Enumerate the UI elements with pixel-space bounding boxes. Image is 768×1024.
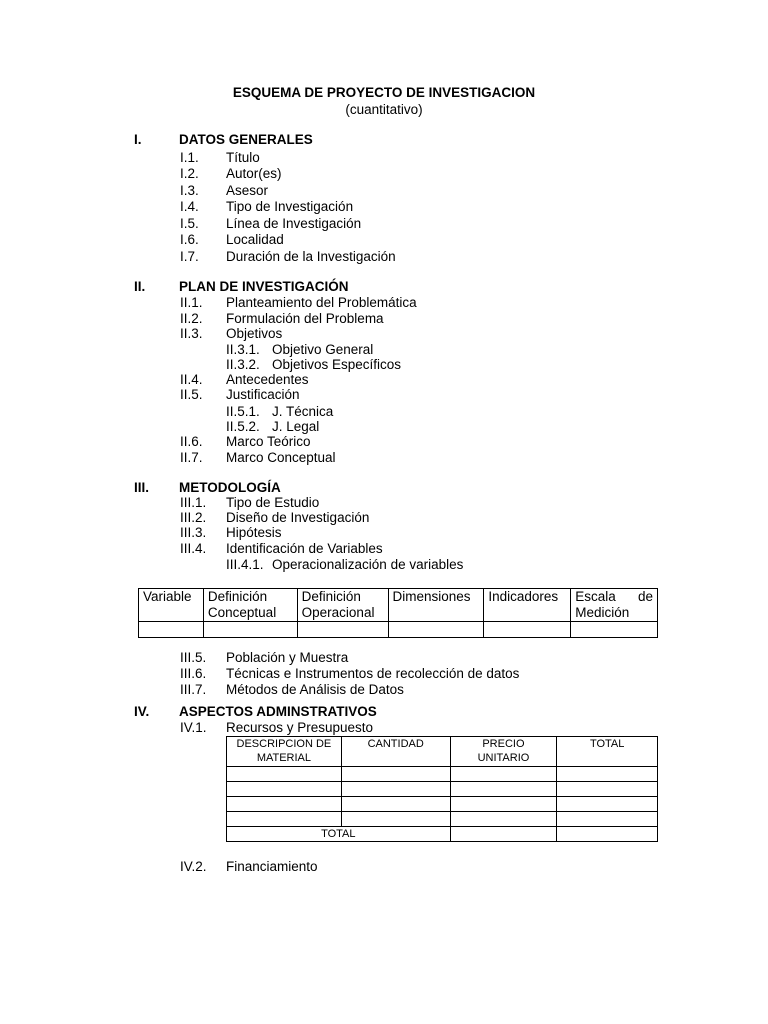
table-row: [227, 812, 658, 827]
table-header-cell: CANTIDAD: [341, 737, 450, 767]
table-row: [227, 797, 658, 812]
table-header-row: [227, 737, 658, 767]
table-header-cell: PRECIO UNITARIO: [450, 737, 557, 767]
budget-table: [226, 736, 658, 842]
document-subtitle: (cuantitativo): [345, 102, 423, 117]
table-header-cell: Indicadores: [484, 589, 571, 622]
table-header-cell: TOTAL: [557, 737, 658, 767]
table-header-cell: Definición Conceptual: [203, 589, 297, 622]
table-header-cell: Dimensiones: [388, 589, 484, 622]
table-row: [227, 767, 658, 782]
document-title: ESQUEMA DE PROYECTO DE INVESTIGACION: [232, 85, 536, 100]
table-row: [139, 622, 658, 638]
table-row: [227, 782, 658, 797]
table-total-row: [227, 827, 658, 842]
table-header-cell: Escala de Medición: [571, 589, 658, 622]
table-header-cell: Definición Operacional: [297, 589, 388, 622]
table-header-cell: DESCRIPCION DE MATERIAL: [227, 737, 342, 767]
variables-table: [138, 588, 658, 638]
table-header-cell: Variable: [139, 589, 204, 622]
document-page: ESQUEMA DE PROYECTO DE INVESTIGACION (cuantitativo) I. DATOS GENERALES I.1. Título I.2. Autor(es) I.3. Asesor I.4. Tipo de Investigación I.5. Línea de Investigación I.6. Localidad I.7. Duración de la Investigación II. PLAN DE INVESTIGACIÓN II.1. Planteamiento del Problemática II.2. Formulación del Problema II.3. Objetivos II.3.1. Objetivo General II.3.2. Objetivos Específicos II.4. Antecedentes II.5. Justificación II.5.1. J. Técnica II.5.2. J. Legal II.6. Marco Teórico II.7. Marco Conceptual III. METODOLOGÍA III.1. Tipo de Estudio III.2. Diseño de Investigación III.3. Hipótesis III.4. Identificación de Variables III.4.1. Operacionalización de variables Variable Definición Conceptual Definición Operacional Dimensiones Indicadores Escala de Medición III.5. Población y Muestra III.6. Técnicas e Instrumentos de recolección de datos III.7. Métodos de Análisis de Datos IV. ASPECTOS ADMINSTRATIVOS IV.1. Recursos y Presupuesto DESCRIPCION DE MATERIAL CANTIDAD PRECIO UNITARIO TOTAL TOTAL IV.2. Financiamiento: [0, 0, 768, 1024]
table-header-row: [139, 589, 658, 622]
total-label: TOTAL: [227, 827, 451, 842]
